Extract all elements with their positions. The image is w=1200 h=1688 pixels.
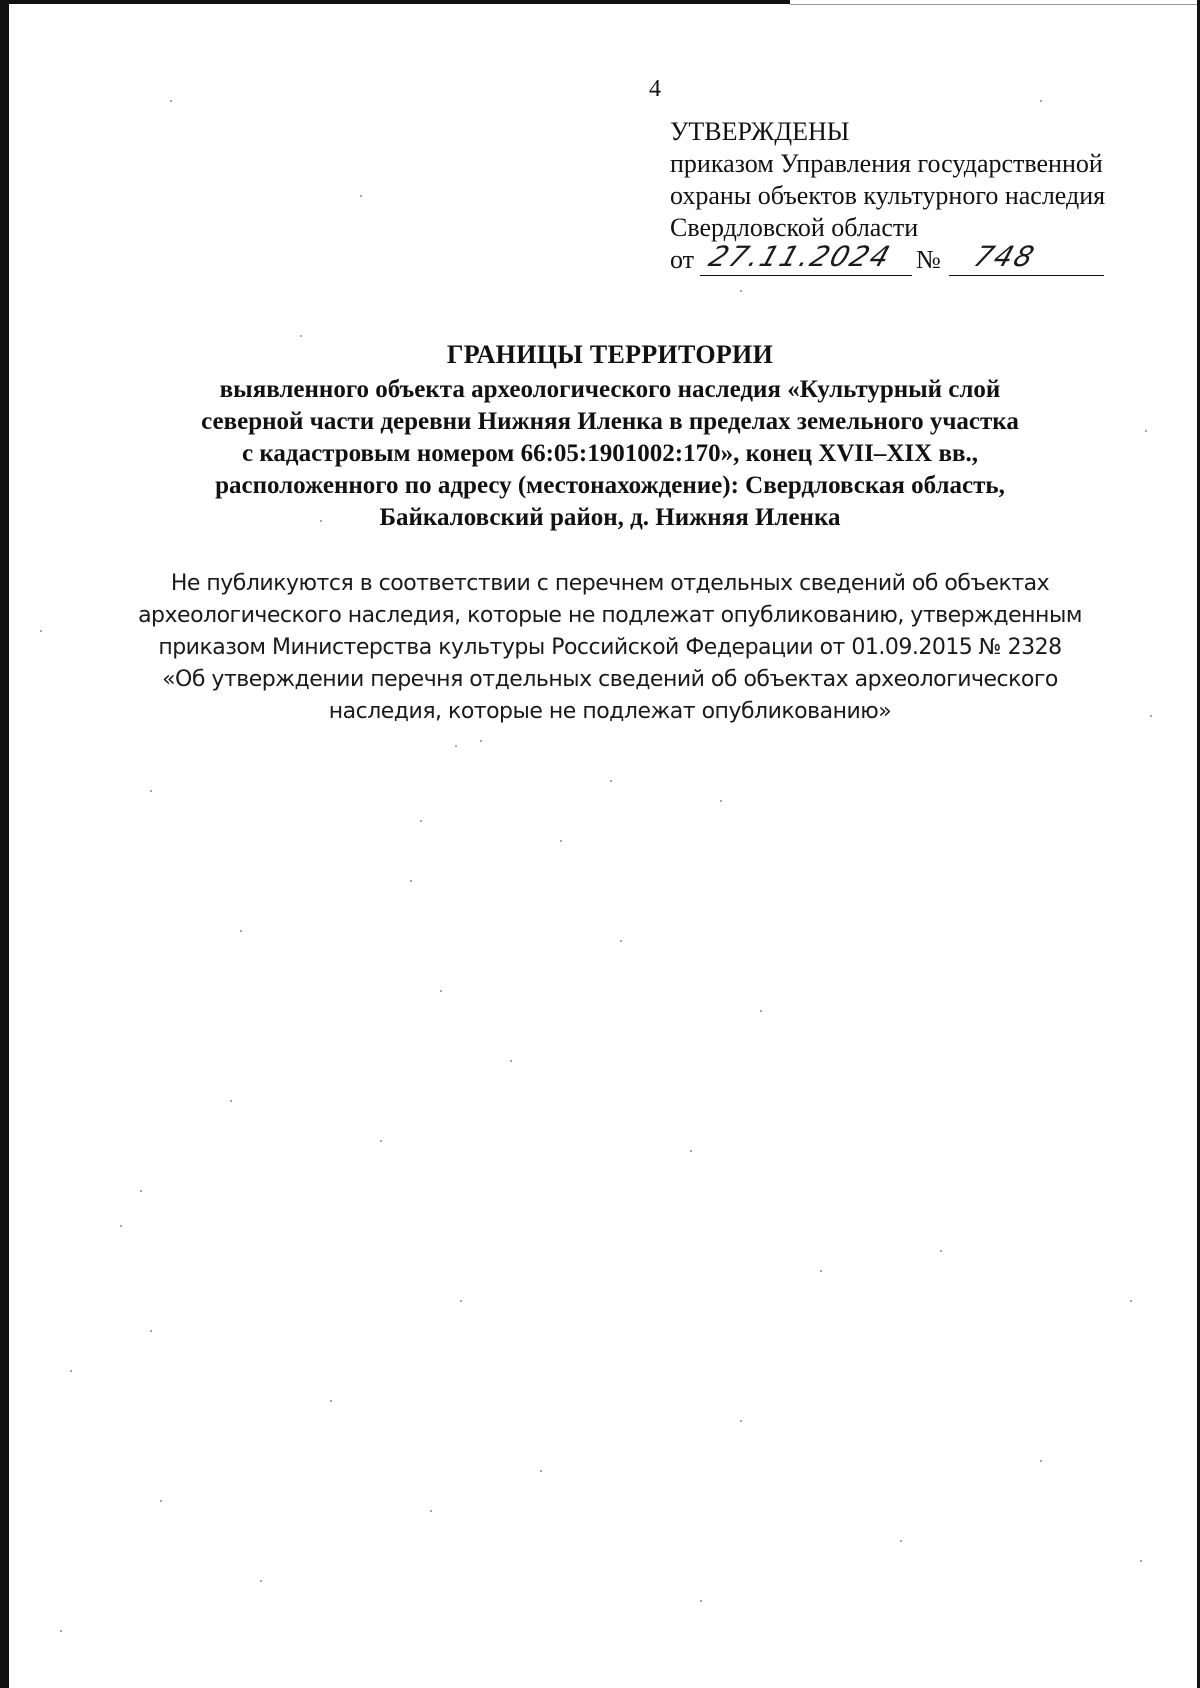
scan-speck [420,820,422,822]
date-fill-line [700,240,912,276]
scan-speck [230,1100,232,1102]
scan-speck [480,740,482,742]
notice-line: наследия, которые не подлежат опубликованию» [328,699,892,724]
scan-speck [150,790,152,792]
scan-speck [170,100,172,102]
subtitle-line: с кадастровым номером 66:05:1901002:170», конец XVII–XIX вв., [242,440,978,467]
scan-speck [940,1250,942,1252]
scan-speck [1040,1460,1042,1462]
scan-speck [360,195,362,197]
approval-line: Свердловской области [670,213,919,242]
scan-speck [740,290,742,292]
scan-speck [510,1060,512,1062]
subtitle-line: выявленного объекта археологического наследия «Культурный слой [219,376,1001,403]
notice-line: приказом Министерства культуры Российской Федерации от 01.09.2015 № 2328 [158,635,1062,660]
approval-line: охраны объектов культурного наследия [670,181,1106,210]
scan-speck [760,1010,762,1012]
scan-speck [690,1150,692,1152]
scan-speck [610,780,612,782]
scan-speck [900,1540,902,1542]
scan-speck [60,1630,62,1632]
subtitle-line: расположенного по адресу (местонахождение): Свердловская область, [215,472,1005,499]
number-prefix: № [916,245,941,274]
scan-speck [260,1580,262,1582]
scan-speck [240,930,242,932]
scan-speck [700,1600,702,1602]
scan-speck [540,1470,542,1472]
notice-line: «Об утверждении перечня отдельных сведений об объектах археологического [162,667,1058,692]
scan-border-top-faint [790,4,1200,5]
scan-speck [380,1140,382,1142]
subtitle-line: Байкаловский район, д. Нижняя Иленка [379,504,841,531]
scan-speck [1145,430,1147,432]
approval-line: приказом Управления государственной [670,149,1103,178]
scan-speck [160,1500,162,1502]
handwritten-number: 748 [969,240,1040,273]
scan-speck [150,1330,152,1332]
scan-speck [70,1370,72,1372]
scan-speck [720,800,722,802]
scan-speck [620,940,622,942]
number-fill-line [949,240,1104,276]
approval-date-line [670,240,1190,276]
notice-line: Не публикуются в соответствии с перечнем отдельных сведений об объектах [170,571,1050,596]
scan-speck [1130,1300,1132,1302]
scan-speck [560,840,562,842]
scan-speck [430,1510,432,1512]
approval-stamp-block [670,116,1190,276]
scan-speck [440,990,442,992]
notice-line: археологического наследия, которые не подлежат опубликованию, утвержденным [138,603,1082,628]
scan-speck [460,1300,462,1302]
scan-speck [740,1420,742,1422]
document-title-block [150,338,1070,534]
scan-speck [455,745,457,747]
scan-speck [140,1190,142,1192]
subtitle-line: северной части деревни Нижняя Иленка в пределах земельного участка [201,408,1019,435]
scan-border-top [0,0,790,4]
document-title: ГРАНИЦЫ ТЕРРИТОРИИ [446,340,774,369]
approval-heading: УТВЕРЖДЕНЫ [670,117,850,146]
document-subtitle [150,374,1070,534]
scan-speck [330,1400,332,1402]
scan-speck [40,630,42,632]
scan-speck [1040,100,1042,102]
date-prefix: от [670,245,695,274]
handwritten-date: 27.11.2024 [704,240,896,273]
scan-speck [1140,1560,1142,1562]
scan-speck [120,1225,122,1227]
scan-border-left [0,0,9,1688]
scan-speck [820,1270,822,1272]
page-number: 4 [649,76,661,102]
scan-speck [1150,715,1152,717]
publication-notice [130,568,1090,728]
scan-speck [300,335,302,337]
scan-speck [410,880,412,882]
